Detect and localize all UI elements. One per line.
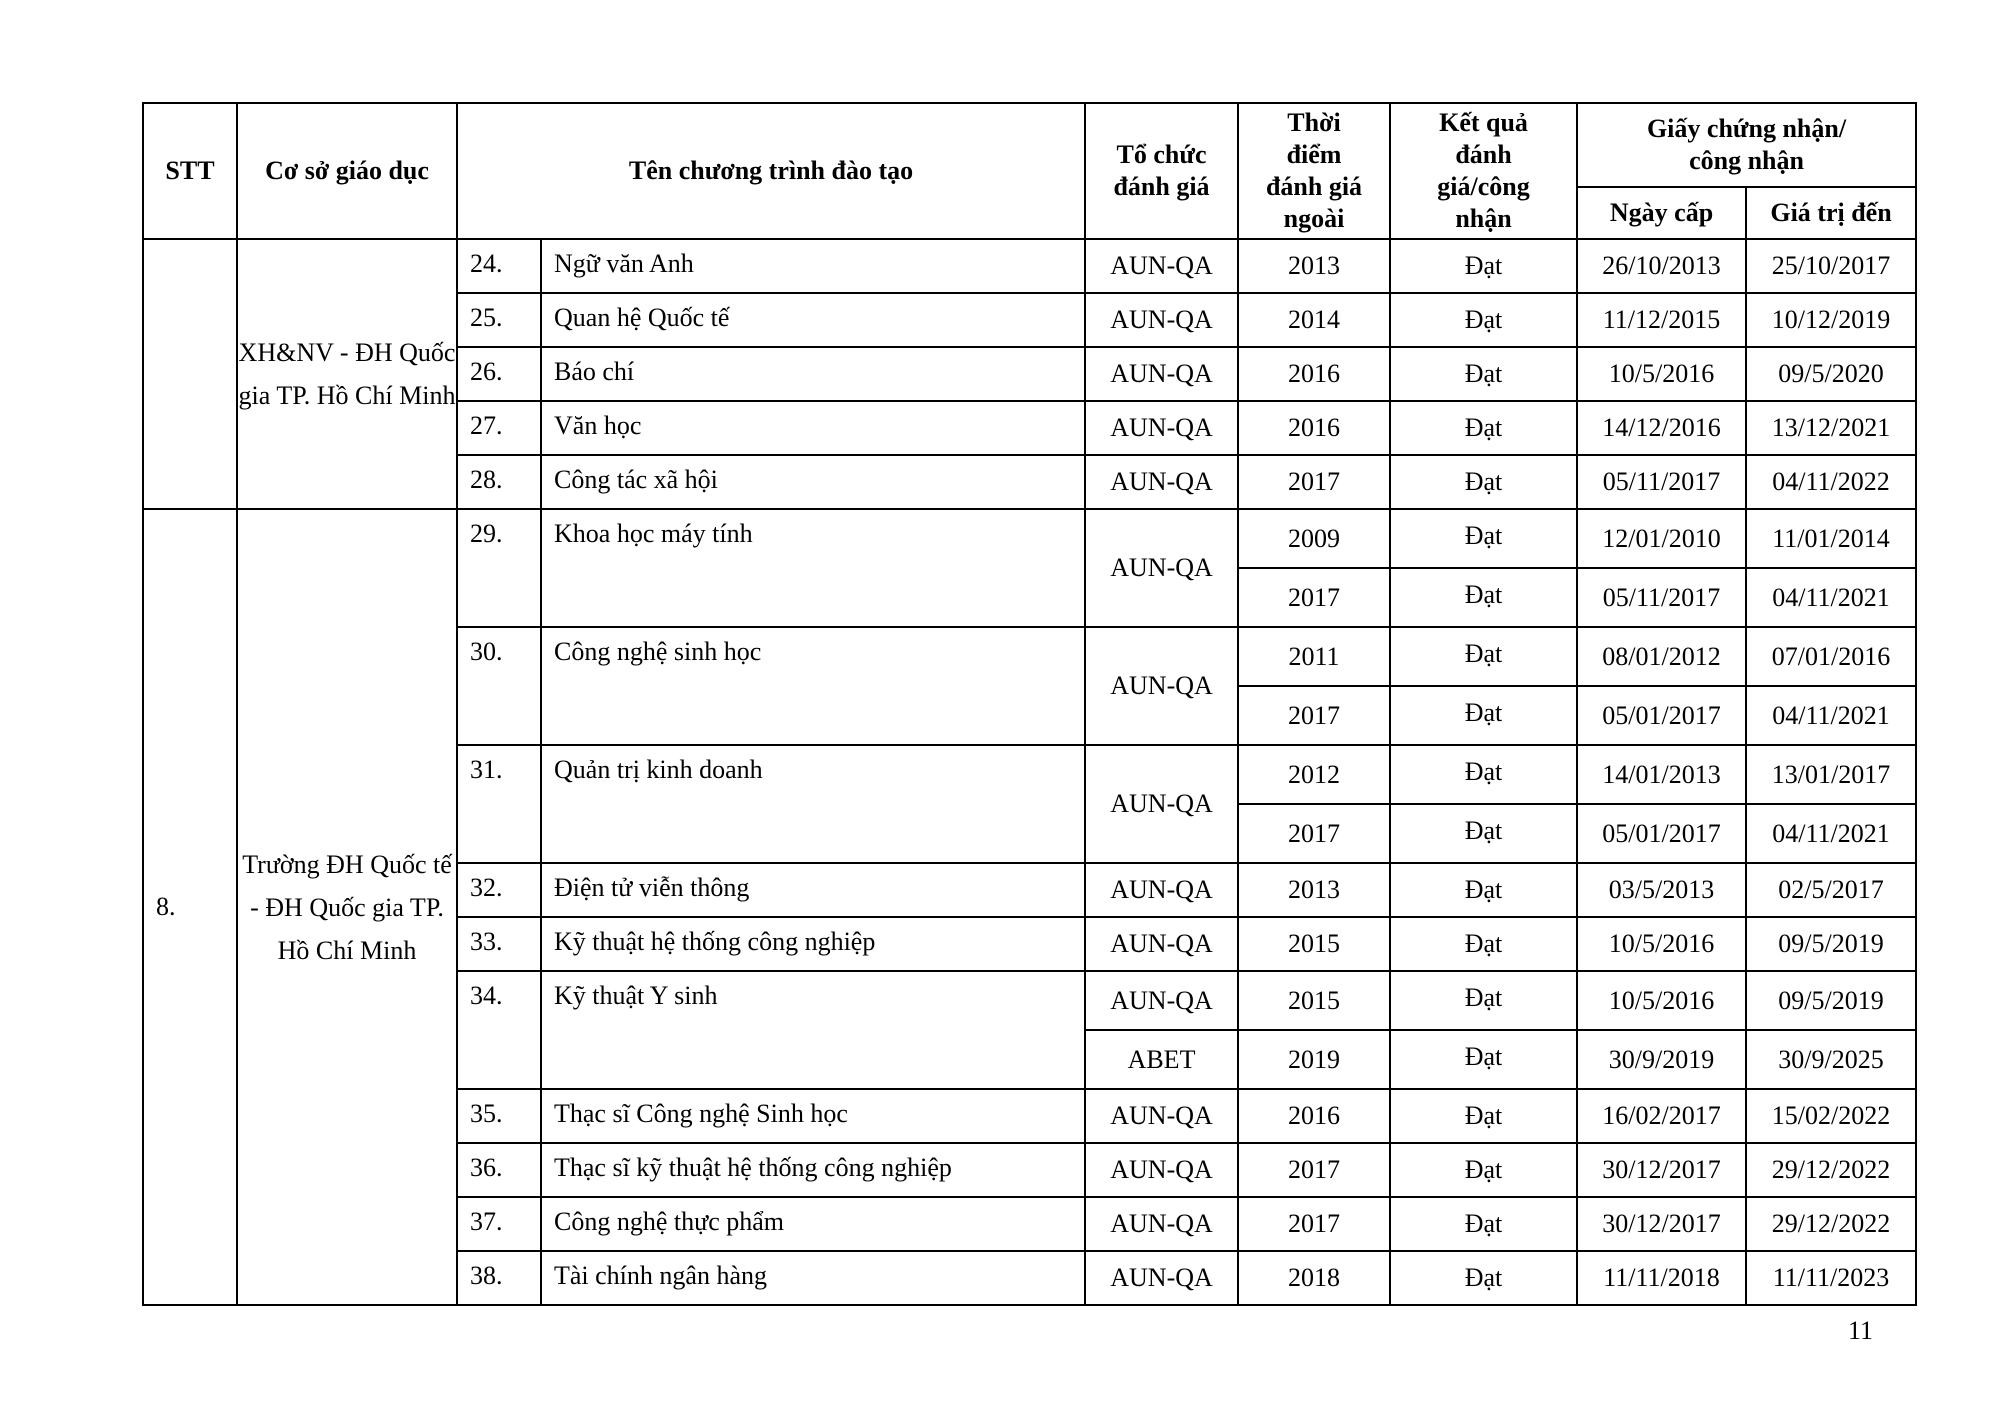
header-program: Tên chương trình đào tạo [457, 103, 1085, 239]
valid-until-cell: 09/5/2019 [1746, 971, 1916, 1030]
stt-cell: 8. [143, 509, 237, 1305]
issue-date-cell: 30/12/2017 [1577, 1197, 1746, 1251]
valid-until-cell: 30/9/2025 [1746, 1030, 1916, 1089]
program-number: 31. [457, 745, 541, 863]
header-valid-until: Giá trị đến [1746, 187, 1916, 239]
table-header [143, 103, 1916, 239]
result-cell: Đạt [1390, 686, 1577, 745]
evaluation-year: 2017 [1238, 455, 1390, 509]
program-name: Kỹ thuật hệ thống công nghiệp [541, 917, 1085, 971]
program-name: Thạc sĩ kỹ thuật hệ thống công nghiệp [541, 1143, 1085, 1197]
issue-date-cell: 14/01/2013 [1577, 745, 1746, 804]
result-cell: Đạt [1390, 971, 1577, 1030]
issue-date-cell: 05/11/2017 [1577, 455, 1746, 509]
valid-until-cell: 13/12/2021 [1746, 401, 1916, 455]
program-name: Thạc sĩ Công nghệ Sinh học [541, 1089, 1085, 1143]
page-number: 11 [1848, 1316, 1874, 1345]
organization-cell: AUN-QA [1085, 401, 1238, 455]
program-name: Báo chí [541, 347, 1085, 401]
result-cell: Đạt [1390, 239, 1577, 293]
issue-date-cell: 30/12/2017 [1577, 1143, 1746, 1197]
result-cell: Đạt [1390, 568, 1577, 627]
program-name: Kỹ thuật Y sinh [541, 971, 1085, 1089]
organization-cell: AUN-QA [1085, 1089, 1238, 1143]
issue-date-cell: 11/12/2015 [1577, 293, 1746, 347]
program-number: 33. [457, 917, 541, 971]
valid-until-cell: 07/01/2016 [1746, 627, 1916, 686]
evaluation-year: 2018 [1238, 1251, 1390, 1305]
result-cell: Đạt [1390, 347, 1577, 401]
accreditation-table [142, 102, 1917, 1306]
evaluation-year: 2015 [1238, 971, 1390, 1030]
result-cell: Đạt [1390, 627, 1577, 686]
organization-cell: AUN-QA [1085, 509, 1238, 627]
program-name: Công tác xã hội [541, 455, 1085, 509]
valid-until-cell: 09/5/2019 [1746, 917, 1916, 971]
valid-until-cell: 29/12/2022 [1746, 1197, 1916, 1251]
evaluation-year: 2019 [1238, 1030, 1390, 1089]
evaluation-year: 2016 [1238, 347, 1390, 401]
valid-until-cell: 04/11/2022 [1746, 455, 1916, 509]
evaluation-year: 2015 [1238, 917, 1390, 971]
issue-date-cell: 11/11/2018 [1577, 1251, 1746, 1305]
valid-until-cell: 15/02/2022 [1746, 1089, 1916, 1143]
issue-date-cell: 16/02/2017 [1577, 1089, 1746, 1143]
issue-date-cell: 08/01/2012 [1577, 627, 1746, 686]
program-number: 34. [457, 971, 541, 1089]
organization-cell: AUN-QA [1085, 1251, 1238, 1305]
program-name: Ngữ văn Anh [541, 239, 1085, 293]
organization-cell: AUN-QA [1085, 1197, 1238, 1251]
evaluation-year: 2017 [1238, 686, 1390, 745]
program-name: Quản trị kinh doanh [541, 745, 1085, 863]
organization-cell: AUN-QA [1085, 1143, 1238, 1197]
program-number: 28. [457, 455, 541, 509]
valid-until-cell: 04/11/2021 [1746, 686, 1916, 745]
organization-cell: AUN-QA [1085, 239, 1238, 293]
evaluation-year: 2009 [1238, 509, 1390, 568]
issue-date-cell: 10/5/2016 [1577, 971, 1746, 1030]
result-cell: Đạt [1390, 1143, 1577, 1197]
valid-until-cell: 04/11/2021 [1746, 568, 1916, 627]
organization-cell: AUN-QA [1085, 627, 1238, 745]
issue-date-cell: 03/5/2013 [1577, 863, 1746, 917]
program-name: Công nghệ sinh học [541, 627, 1085, 745]
result-cell: Đạt [1390, 1197, 1577, 1251]
table-row [143, 239, 1916, 293]
issue-date-cell: 30/9/2019 [1577, 1030, 1746, 1089]
header-stt: STT [143, 103, 237, 239]
organization-cell: AUN-QA [1085, 863, 1238, 917]
organization-cell: AUN-QA [1085, 745, 1238, 863]
organization-cell: ABET [1085, 1030, 1238, 1089]
table-body [143, 239, 1916, 1305]
program-number: 29. [457, 509, 541, 627]
organization-cell: AUN-QA [1085, 971, 1238, 1030]
header-result: Kết quả đánh giá/công nhận [1390, 103, 1577, 239]
evaluation-year: 2012 [1238, 745, 1390, 804]
valid-until-cell: 04/11/2021 [1746, 804, 1916, 863]
valid-until-cell: 11/01/2014 [1746, 509, 1916, 568]
program-number: 24. [457, 239, 541, 293]
result-cell: Đạt [1390, 863, 1577, 917]
header-issue-date: Ngày cấp [1577, 187, 1746, 239]
result-cell: Đạt [1390, 804, 1577, 863]
valid-until-cell: 13/01/2017 [1746, 745, 1916, 804]
result-cell: Đạt [1390, 1030, 1577, 1089]
evaluation-year: 2013 [1238, 239, 1390, 293]
program-number: 35. [457, 1089, 541, 1143]
organization-cell: AUN-QA [1085, 917, 1238, 971]
result-cell: Đạt [1390, 745, 1577, 804]
evaluation-year: 2017 [1238, 804, 1390, 863]
valid-until-cell: 11/11/2023 [1746, 1251, 1916, 1305]
table-row [143, 509, 1916, 568]
result-cell: Đạt [1390, 1089, 1577, 1143]
program-number: 32. [457, 863, 541, 917]
result-cell: Đạt [1390, 293, 1577, 347]
institution-cell: Trường ĐH Quốc tế - ĐH Quốc gia TP. Hồ Chí Minh [237, 509, 457, 1305]
program-number: 27. [457, 401, 541, 455]
program-number: 26. [457, 347, 541, 401]
header-institution: Cơ sở giáo dục [237, 103, 457, 239]
header-organization: Tổ chức đánh giá [1085, 103, 1238, 239]
stt-cell [143, 239, 237, 509]
result-cell: Đạt [1390, 455, 1577, 509]
program-number: 36. [457, 1143, 541, 1197]
evaluation-year: 2017 [1238, 1197, 1390, 1251]
issue-date-cell: 05/01/2017 [1577, 804, 1746, 863]
issue-date-cell: 05/11/2017 [1577, 568, 1746, 627]
valid-until-cell: 25/10/2017 [1746, 239, 1916, 293]
program-name: Khoa học máy tính [541, 509, 1085, 627]
program-number: 25. [457, 293, 541, 347]
issue-date-cell: 26/10/2013 [1577, 239, 1746, 293]
evaluation-year: 2013 [1238, 863, 1390, 917]
valid-until-cell: 09/5/2020 [1746, 347, 1916, 401]
evaluation-year: 2017 [1238, 1143, 1390, 1197]
issue-date-cell: 14/12/2016 [1577, 401, 1746, 455]
header-time: Thời điểm đánh giá ngoài [1238, 103, 1390, 239]
evaluation-year: 2016 [1238, 1089, 1390, 1143]
program-number: 38. [457, 1251, 541, 1305]
evaluation-year: 2014 [1238, 293, 1390, 347]
organization-cell: AUN-QA [1085, 293, 1238, 347]
valid-until-cell: 29/12/2022 [1746, 1143, 1916, 1197]
program-name: Quan hệ Quốc tế [541, 293, 1085, 347]
evaluation-year: 2017 [1238, 568, 1390, 627]
result-cell: Đạt [1390, 1251, 1577, 1305]
organization-cell: AUN-QA [1085, 455, 1238, 509]
issue-date-cell: 05/01/2017 [1577, 686, 1746, 745]
valid-until-cell: 10/12/2019 [1746, 293, 1916, 347]
result-cell: Đạt [1390, 401, 1577, 455]
program-name: Điện tử viễn thông [541, 863, 1085, 917]
institution-cell: XH&NV - ĐH Quốc gia TP. Hồ Chí Minh [237, 239, 457, 509]
program-name: Tài chính ngân hàng [541, 1251, 1085, 1305]
evaluation-year: 2016 [1238, 401, 1390, 455]
evaluation-year: 2011 [1238, 627, 1390, 686]
program-name: Công nghệ thực phẩm [541, 1197, 1085, 1251]
header-certificate: Giấy chứng nhận/ công nhận [1577, 103, 1916, 187]
result-cell: Đạt [1390, 509, 1577, 568]
valid-until-cell: 02/5/2017 [1746, 863, 1916, 917]
issue-date-cell: 10/5/2016 [1577, 917, 1746, 971]
result-cell: Đạt [1390, 917, 1577, 971]
issue-date-cell: 10/5/2016 [1577, 347, 1746, 401]
organization-cell: AUN-QA [1085, 347, 1238, 401]
program-name: Văn học [541, 401, 1085, 455]
program-number: 37. [457, 1197, 541, 1251]
program-number: 30. [457, 627, 541, 745]
issue-date-cell: 12/01/2010 [1577, 509, 1746, 568]
